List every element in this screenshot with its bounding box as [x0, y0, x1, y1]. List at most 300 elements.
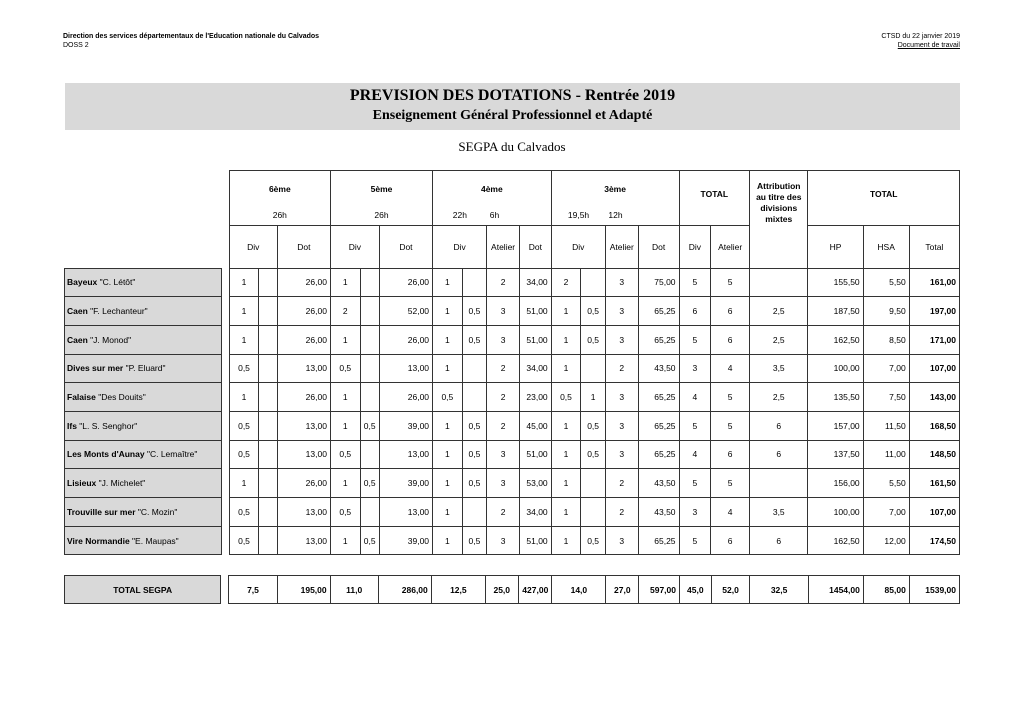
sub-dot: Dot	[379, 225, 432, 268]
table-cell: 4	[711, 498, 750, 527]
header-row-subcolumns	[65, 225, 960, 268]
sub-dot: Dot	[638, 225, 679, 268]
table-cell: 171,00	[909, 325, 959, 354]
table-cell: 1	[551, 498, 581, 527]
table-cell: 53,00	[519, 469, 551, 498]
table-row	[65, 297, 960, 326]
table-cell: 1	[330, 268, 360, 297]
total-cell: 12,5	[431, 576, 485, 604]
table-cell: 43,50	[638, 498, 679, 527]
table-cell: 5,50	[863, 268, 909, 297]
table-cell: 39,00	[379, 411, 432, 440]
table-cell: 3	[487, 297, 520, 326]
table-cell	[259, 498, 277, 527]
table-cell: 0,5	[462, 440, 487, 469]
table-cell	[581, 354, 606, 383]
table-cell: 23,00	[519, 383, 551, 412]
table-cell	[259, 297, 277, 326]
table-cell	[360, 297, 379, 326]
table-cell: 6	[750, 440, 808, 469]
table-cell: 65,25	[638, 325, 679, 354]
school-town: Les Monts d'Aunay	[67, 449, 145, 460]
table-cell	[259, 469, 277, 498]
table-cell: 135,50	[808, 383, 863, 412]
table-cell: 75,00	[638, 268, 679, 297]
table-cell: 8,50	[863, 325, 909, 354]
table-cell: 12,00	[863, 526, 909, 555]
header-work-doc: Document de travail	[897, 42, 960, 49]
table-cell: 3	[605, 383, 638, 412]
col-3eme: 3ème	[551, 171, 679, 207]
table-cell: 0,5	[229, 498, 259, 527]
table-cell: 6	[711, 297, 750, 326]
table-cell	[462, 383, 487, 412]
table-cell: 26,00	[379, 268, 432, 297]
school-town: Caen	[67, 334, 88, 345]
table-row	[65, 383, 960, 412]
header-doss: DOSS 2	[63, 42, 89, 49]
table-cell: 0,5	[330, 354, 360, 383]
table-cell	[462, 268, 487, 297]
sub-hsa: HSA	[863, 225, 909, 268]
school-town: Ifs	[67, 420, 77, 431]
table-cell: 2,5	[750, 383, 808, 412]
col-total-hours: TOTAL	[808, 171, 960, 226]
table-cell: 13,00	[379, 354, 432, 383]
table-cell: 5	[679, 268, 711, 297]
total-cell: 1539,00	[909, 576, 959, 604]
col-4eme: 4ème	[433, 171, 552, 207]
table-row	[65, 440, 960, 469]
school-label: "L. S. Senghor"	[76, 420, 138, 431]
school-name	[65, 440, 222, 469]
total-cell: 7,5	[229, 576, 277, 604]
table-cell: 4	[679, 383, 711, 412]
table-cell: 0,5	[581, 440, 606, 469]
table-cell: 26,00	[379, 325, 432, 354]
table-cell	[360, 383, 379, 412]
table-cell: 2	[551, 268, 581, 297]
table-cell: 4	[679, 440, 711, 469]
table-cell: 6	[711, 440, 750, 469]
table-cell: 13,00	[277, 411, 330, 440]
school-label: "J. Monod"	[87, 334, 132, 345]
table-cell: 26,00	[277, 383, 330, 412]
sub-div: Div	[679, 225, 711, 268]
total-cell: 52,0	[711, 576, 750, 604]
hours-3eme-atelier: 12h	[605, 206, 679, 225]
table-cell: 1	[433, 325, 463, 354]
table-cell: 1	[433, 440, 463, 469]
table-cell: 1	[229, 469, 259, 498]
table-cell: 1	[330, 526, 360, 555]
table-cell: 0,5	[462, 297, 487, 326]
table-cell: 26,00	[277, 268, 330, 297]
table-cell	[360, 498, 379, 527]
school-name	[65, 526, 222, 555]
table-cell	[581, 469, 606, 498]
table-cell: 0,5	[330, 440, 360, 469]
table-cell: 9,50	[863, 297, 909, 326]
table-cell: 157,00	[808, 411, 863, 440]
table-cell: 0,5	[581, 297, 606, 326]
table-cell: 6	[711, 526, 750, 555]
hours-5eme: 26h	[330, 206, 432, 225]
table-cell	[360, 325, 379, 354]
table-cell: 3	[605, 325, 638, 354]
school-label: "Des Douits"	[95, 392, 146, 403]
table-cell: 1	[551, 526, 581, 555]
sub-div: Div	[229, 225, 277, 268]
table-cell: 65,25	[638, 526, 679, 555]
school-label: "E. Maupas"	[129, 535, 179, 546]
school-name	[65, 297, 222, 326]
sub-attrib-blank	[750, 225, 808, 268]
table-cell: 51,00	[519, 440, 551, 469]
table-cell: 1	[551, 297, 581, 326]
table-cell: 1	[330, 325, 360, 354]
table-cell	[259, 325, 277, 354]
table-cell: 1	[551, 440, 581, 469]
table-cell: 2	[487, 498, 520, 527]
table-cell: 0,5	[581, 411, 606, 440]
table-cell: 7,00	[863, 354, 909, 383]
table-cell: 0,5	[581, 526, 606, 555]
table-cell: 155,50	[808, 268, 863, 297]
table-cell: 162,50	[808, 526, 863, 555]
table-cell: 1	[433, 498, 463, 527]
table-cell: 0,5	[433, 383, 463, 412]
table-cell: 0,5	[229, 440, 259, 469]
table-cell	[581, 498, 606, 527]
table-cell: 107,00	[909, 354, 959, 383]
table-cell: 0,5	[462, 325, 487, 354]
table-cell: 3	[605, 297, 638, 326]
col-5eme: 5ème	[330, 171, 432, 207]
school-town: Bayeux	[67, 277, 98, 288]
table-cell: 65,25	[638, 411, 679, 440]
table-row	[65, 411, 960, 440]
total-cell: 25,0	[485, 576, 518, 604]
table-cell: 51,00	[519, 325, 551, 354]
table-cell: 3	[679, 498, 711, 527]
school-town: Caen	[67, 306, 88, 317]
page-title: PREVISION DES DOTATIONS - Rentrée 2019	[349, 87, 676, 104]
header-right	[881, 32, 960, 50]
table-cell	[360, 440, 379, 469]
title-banner	[65, 83, 960, 130]
table-cell: 26,00	[379, 383, 432, 412]
school-label: "C. Lemaître"	[144, 449, 198, 460]
table-cell: 137,50	[808, 440, 863, 469]
table-cell: 0,5	[330, 498, 360, 527]
header-row-groups	[65, 171, 960, 207]
table-cell: 0,5	[581, 325, 606, 354]
table-cell: 0,5	[551, 383, 581, 412]
table-cell: 0,5	[229, 526, 259, 555]
table-cell: 1	[433, 297, 463, 326]
table-cell: 3	[487, 440, 520, 469]
table-cell: 51,00	[519, 526, 551, 555]
table-row	[65, 354, 960, 383]
table-cell: 2,5	[750, 325, 808, 354]
sub-hp: HP	[808, 225, 863, 268]
school-town: Trouville sur mer	[67, 506, 136, 517]
table-cell: 148,50	[909, 440, 959, 469]
total-cell: 427,00	[518, 576, 552, 604]
table-cell: 0,5	[360, 469, 379, 498]
table-cell: 5	[679, 526, 711, 555]
table-cell: 6	[750, 411, 808, 440]
table-cell: 1	[551, 325, 581, 354]
table-cell: 5	[679, 469, 711, 498]
table-cell: 3	[605, 411, 638, 440]
table-cell	[750, 469, 808, 498]
table-cell	[259, 526, 277, 555]
col-attribution: Attribution au titre des divisions mixtes	[750, 171, 808, 226]
table-cell: 1	[551, 469, 581, 498]
table-cell: 13,00	[277, 354, 330, 383]
table-cell: 2	[605, 354, 638, 383]
table-cell: 1	[330, 411, 360, 440]
table-cell: 1	[551, 411, 581, 440]
table-cell: 0,5	[229, 354, 259, 383]
table-cell: 0,5	[229, 411, 259, 440]
total-cell: 32,5	[750, 576, 808, 604]
total-cell: 195,00	[277, 576, 330, 604]
table-cell: 5	[679, 411, 711, 440]
table-row	[65, 498, 960, 527]
table-cell: 13,00	[379, 440, 432, 469]
table-cell: 1	[229, 383, 259, 412]
table-cell: 51,00	[519, 297, 551, 326]
table-cell: 2	[487, 411, 520, 440]
table-cell: 6	[711, 325, 750, 354]
table-cell: 161,50	[909, 469, 959, 498]
table-cell: 5	[711, 383, 750, 412]
sub-dot: Dot	[277, 225, 330, 268]
table-cell: 3,5	[750, 498, 808, 527]
total-segpa-label: TOTAL SEGPA	[65, 576, 221, 604]
table-cell: 0,5	[462, 411, 487, 440]
sub-atelier: Atelier	[605, 225, 638, 268]
total-cell: 85,00	[863, 576, 909, 604]
school-name	[65, 268, 222, 297]
table-cell: 3	[605, 526, 638, 555]
table-cell: 5	[679, 325, 711, 354]
table-cell	[360, 268, 379, 297]
table-cell: 45,00	[519, 411, 551, 440]
table-cell: 143,00	[909, 383, 959, 412]
table-cell: 174,50	[909, 526, 959, 555]
table-cell	[259, 440, 277, 469]
school-name	[65, 354, 222, 383]
header-left	[63, 32, 319, 50]
sub-atelier: Atelier	[487, 225, 520, 268]
dotations-table	[64, 170, 960, 555]
table-cell: 3	[605, 268, 638, 297]
table-cell: 65,25	[638, 297, 679, 326]
header-ctsd: CTSD du 22 janvier 2019	[881, 33, 960, 40]
table-cell	[360, 354, 379, 383]
table-cell	[462, 498, 487, 527]
sub-total: Total	[909, 225, 959, 268]
school-name	[65, 383, 222, 412]
table-cell: 0,5	[360, 411, 379, 440]
table-cell: 2	[605, 469, 638, 498]
page-subtitle: Enseignement Général Professionnel et Adapté	[372, 108, 653, 123]
table-cell: 34,00	[519, 268, 551, 297]
table-cell: 5	[711, 268, 750, 297]
table-cell: 100,00	[808, 498, 863, 527]
table-row	[65, 325, 960, 354]
school-town: Dives sur mer	[67, 363, 124, 374]
table-cell: 2	[487, 268, 520, 297]
sub-div: Div	[551, 225, 605, 268]
total-cell: 286,00	[378, 576, 431, 604]
school-name	[65, 469, 222, 498]
table-cell: 3,5	[750, 354, 808, 383]
table-cell: 2	[487, 383, 520, 412]
table-cell: 52,00	[379, 297, 432, 326]
table-cell: 100,00	[808, 354, 863, 383]
hours-4eme-general: 22h	[433, 206, 487, 225]
table-cell: 43,50	[638, 469, 679, 498]
table-cell: 1	[551, 354, 581, 383]
table-cell: 1	[433, 469, 463, 498]
table-cell: 168,50	[909, 411, 959, 440]
table-cell: 156,00	[808, 469, 863, 498]
school-label: "F. Lechanteur"	[87, 306, 148, 317]
table-cell: 1	[433, 268, 463, 297]
table-cell: 7,00	[863, 498, 909, 527]
table-cell: 11,50	[863, 411, 909, 440]
table-cell: 5	[711, 411, 750, 440]
sub-atelier: Atelier	[711, 225, 750, 268]
school-town: Vire Normandie	[67, 535, 130, 546]
table-cell: 39,00	[379, 526, 432, 555]
table-cell: 13,00	[277, 440, 330, 469]
col-total: TOTAL	[679, 171, 750, 226]
table-cell: 1	[229, 297, 259, 326]
total-cell: 597,00	[639, 576, 680, 604]
total-cell: 45,0	[679, 576, 711, 604]
school-label: "P. Eluard"	[123, 363, 166, 374]
table-cell: 39,00	[379, 469, 432, 498]
hours-4eme-atelier: 6h	[487, 206, 551, 225]
total-cell: 11,0	[330, 576, 378, 604]
table-cell	[259, 411, 277, 440]
table-cell: 34,00	[519, 498, 551, 527]
table-cell: 0,5	[462, 469, 487, 498]
table-row	[65, 469, 960, 498]
table-cell: 43,50	[638, 354, 679, 383]
table-cell: 1	[229, 268, 259, 297]
table-cell: 1	[330, 383, 360, 412]
table-cell: 161,00	[909, 268, 959, 297]
table-cell	[581, 268, 606, 297]
table-cell: 2,5	[750, 297, 808, 326]
table-cell: 26,00	[277, 325, 330, 354]
table-cell: 1	[581, 383, 606, 412]
table-row	[65, 526, 960, 555]
school-town: Falaise	[67, 392, 96, 403]
table-cell: 4	[711, 354, 750, 383]
table-row	[65, 268, 960, 297]
table-cell: 3	[487, 469, 520, 498]
school-town: Lisieux	[67, 478, 97, 489]
table-cell: 11,00	[863, 440, 909, 469]
header-org: Direction des services départementaux de l'Education nationale du Calvados	[63, 33, 320, 40]
table-cell: 1	[433, 411, 463, 440]
table-cell: 65,25	[638, 383, 679, 412]
table-cell	[462, 354, 487, 383]
table-cell: 13,00	[277, 498, 330, 527]
table-cell: 65,25	[638, 440, 679, 469]
table-cell: 187,50	[808, 297, 863, 326]
table-cell: 13,00	[379, 498, 432, 527]
table-cell: 2	[605, 498, 638, 527]
table-cell: 5,50	[863, 469, 909, 498]
table-cell: 3	[487, 325, 520, 354]
table-cell: 26,00	[277, 469, 330, 498]
school-name	[65, 411, 222, 440]
table-cell: 107,00	[909, 498, 959, 527]
hours-3eme-general: 19,5h	[551, 206, 605, 225]
table-cell: 3	[679, 354, 711, 383]
col-6eme: 6ème	[229, 171, 330, 207]
table-cell	[259, 383, 277, 412]
total-cell: 14,0	[552, 576, 606, 604]
table-cell: 1	[433, 354, 463, 383]
table-cell: 1	[330, 469, 360, 498]
total-row	[65, 576, 960, 604]
table-cell	[259, 268, 277, 297]
table-cell: 0,5	[360, 526, 379, 555]
table-cell: 2	[330, 297, 360, 326]
table-cell	[259, 354, 277, 383]
total-cell: 1454,00	[808, 576, 863, 604]
table-cell: 34,00	[519, 354, 551, 383]
table-cell: 162,50	[808, 325, 863, 354]
table-cell: 3	[605, 440, 638, 469]
table-cell: 3	[487, 526, 520, 555]
total-segpa-table	[64, 575, 960, 604]
school-name	[65, 498, 222, 527]
table-cell: 5	[711, 469, 750, 498]
total-cell: 27,0	[606, 576, 639, 604]
table-cell: 6	[750, 526, 808, 555]
sub-div: Div	[433, 225, 487, 268]
school-name	[65, 325, 222, 354]
table-cell: 0,5	[462, 526, 487, 555]
school-label: "J. Michelet"	[96, 478, 146, 489]
table-cell: 1	[433, 526, 463, 555]
table-cell: 2	[487, 354, 520, 383]
segpa-heading: SEGPA du Calvados	[458, 139, 566, 154]
table-cell: 1	[229, 325, 259, 354]
hours-6eme: 26h	[229, 206, 330, 225]
table-cell: 197,00	[909, 297, 959, 326]
table-cell	[750, 268, 808, 297]
school-label: "C. Mozin"	[135, 506, 178, 517]
table-cell: 13,00	[277, 526, 330, 555]
table-cell: 26,00	[277, 297, 330, 326]
school-label: "C. Létôt"	[97, 277, 136, 288]
sub-dot: Dot	[519, 225, 551, 268]
sub-div: Div	[330, 225, 379, 268]
table-cell: 6	[679, 297, 711, 326]
